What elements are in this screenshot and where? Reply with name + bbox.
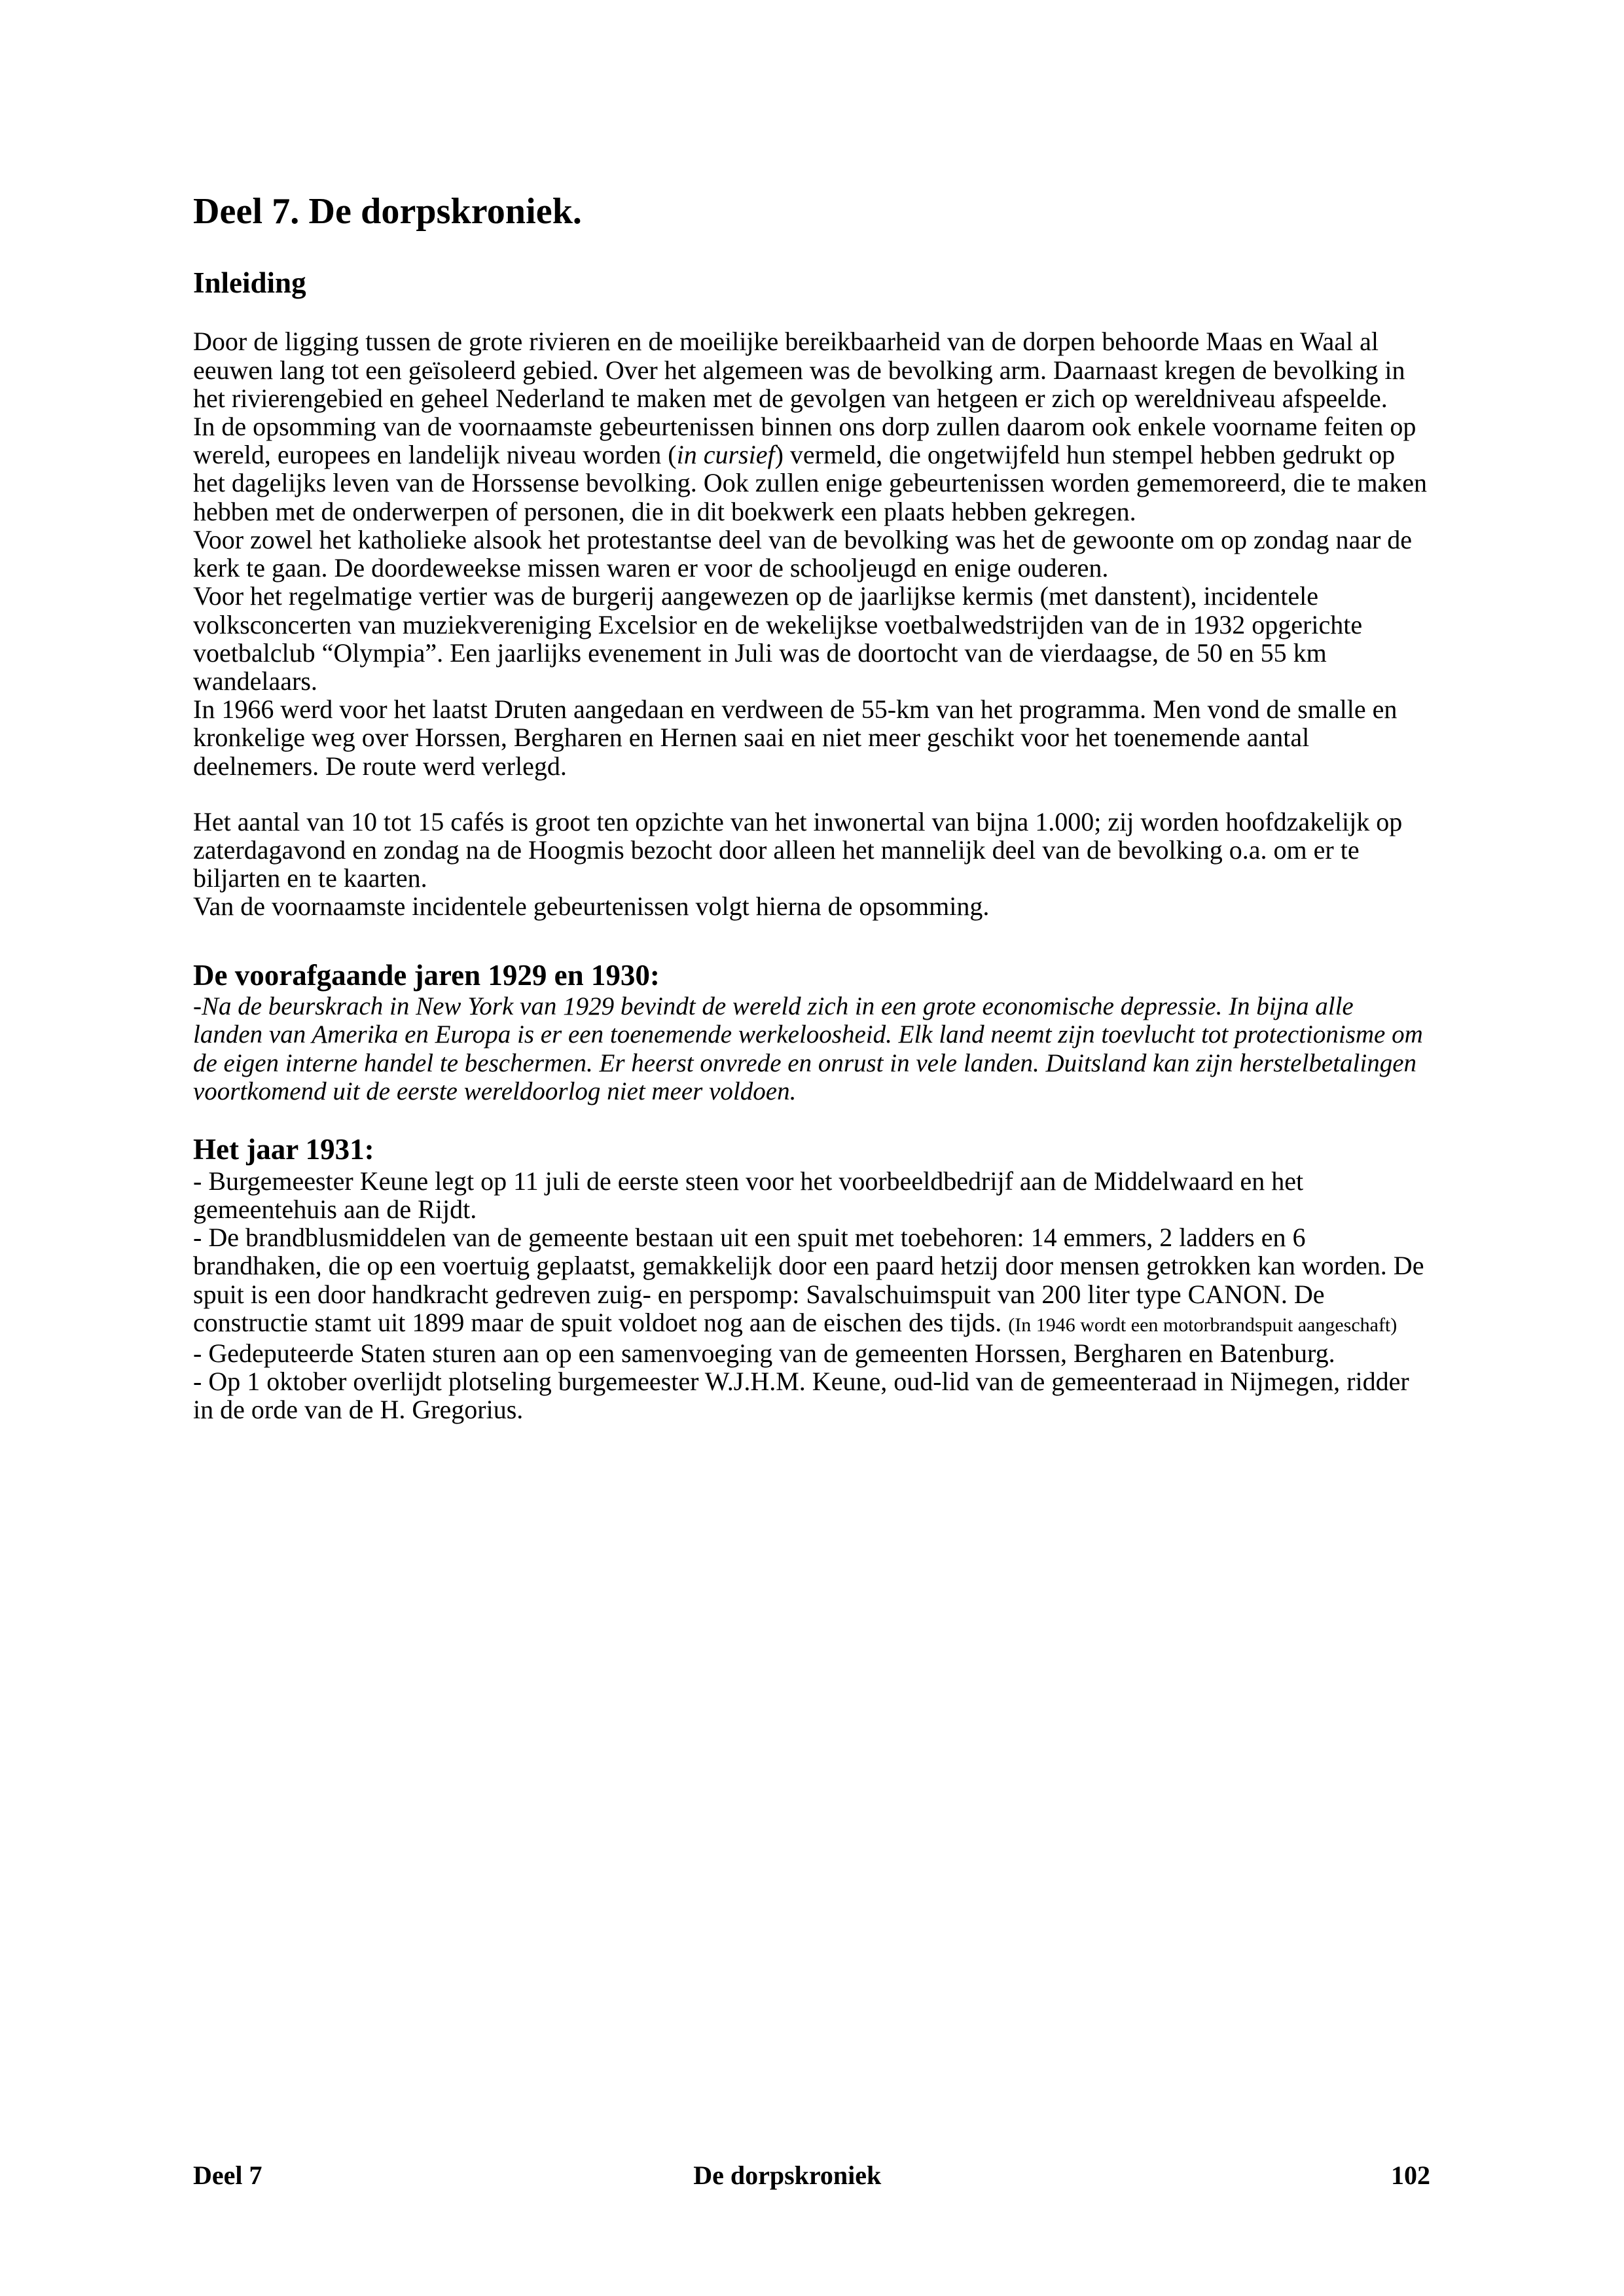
page-content [193,191,1427,1424]
section-heading-jaar-1931: Het jaar 1931: [193,1133,374,1166]
paragraph-intro-4: Voor het regelmatige vertier was de burgerij aangewezen op de jaarlijkse kermis (met danstent), incidentele volksconcerten van muziekvereniging Excelsior en de wekelijkse voetbalwedstrijden van de in 1932 opgerichte voetbalclub “Olympia”. Een jaarlijks evenement in Juli was de doortocht van de vierdaagse, de 50 en 55 km wandelaars. [193,581,1363,696]
spacer [193,921,1427,959]
list-item-1931-1: - Burgemeester Keune legt op 11 juli de eerste steen voor het voorbeeldbedrijf aan de Middelwaard en het gemeentehuis aan de Rijdt. [193,1166,1304,1225]
paragraph-intro-2 [193,412,1427,526]
page-footer [193,2160,1430,2191]
footer-page-number: 102 [1391,2161,1430,2190]
footer-title: De dorpskroniek [693,2161,882,2190]
spacer [193,780,1427,808]
paragraph-intro-2-part-a: In de opsomming van de voornaamste gebeurtenissen binnen ons dorp zullen daarom ook enkele voorname feiten op wereld, europees en landelijk niveau worden ( [193,412,1416,470]
list-item-1931-2 [193,1223,1427,1339]
list-item-1931-4: - Op 1 oktober overlijdt plotseling burgemeester W.J.H.M. Keune, oud-lid van de gemeenteraad in Nijmegen, ridder in de orde van de H. Gregorius. [193,1367,1409,1425]
paragraph-voorafgaande-jaren: -Na de beurskrach in New York van 1929 bevindt de wereld zich in een grote economische depressie. In bijna alle landen van Amerika en Europa is er een toenemende werkeloosheid. Elk land neemt zijn toevlucht tot protectionisme om de eigen interne handel te beschermen. Er heerst onvrede en onrust in vele landen. Duitsland kan zijn herstelbetalingen voortkomend uit de eerste wereldoorlog niet meer voldoen. [193,992,1423,1105]
list-item-1931-2-text: - De brandblusmiddelen van de gemeente bestaan uit een spuit met toebehoren: 14 emmers, 2 ladders en 6 brandhaken, die op een voertuig geplaatst, gemakkelijk door een paard hetzij door mensen getrokken kan worden. De spuit is een door handkracht gedreven zuig- en perspomp: Savalschuimspuit van 200 liter type CANON. De constructie stamt uit 1899 maar de spuit voldoet nog aan de eischen des tijds. [193,1223,1424,1337]
paragraph-intro-7: Van de voornaamste incidentele gebeurtenissen volgt hierna de opsomming. [193,891,990,922]
paragraph-intro-2-part-b: ) vermeld, die ongetwijfeld hun stempel hebben gedrukt op het dagelijks leven van de Horssense bevolking. Ook zullen enige gebeurtenissen worden gememoreerd, die te maken hebben met de onderwerpen of personen, die in dit boekwerk een plaats hebben gekregen. [193,440,1427,526]
section-heading-inleiding: Inleiding [193,266,306,299]
paragraph-intro-3: Voor zowel het katholieke alsook het protestantse deel van de bevolking was het de gewoonte om op zondag naar de kerk te gaan. De doordeweekse missen waren er voor de schooljeugd en enige ouderen. [193,524,1413,583]
list-item-1931-3: - Gedeputeerde Staten sturen aan op een samenvoeging van de gemeenten Horssen, Bergharen en Batenburg. [193,1338,1335,1369]
paragraph-intro-2-italic: in cursief [676,440,775,470]
paragraph-intro-1: Door de ligging tussen de grote rivieren en de moeilijke bereikbaarheid van de dorpen behoorde Maas en Waal al eeuwen lang tot een geïsoleerd gebied. Over het algemeen was de bevolking arm. Daarnaast kregen de bevolking in het rivierengebied en geheel Nederland te maken met de gevolgen van hetgeen er zich op wereldniveau afspeelde. [193,327,1405,413]
page-title: Deel 7. De dorpskroniek. [193,191,583,232]
list-item-1931-2-note: (In 1946 wordt een motorbrandspuit aangeschaft) [1008,1314,1398,1336]
footer-part-label: Deel 7 [193,2161,262,2190]
spacer [193,1105,1427,1133]
spacer [193,300,1427,327]
paragraph-intro-6: Het aantal van 10 tot 15 cafés is groot ten opzichte van het inwonertal van bijna 1.000; zij worden hoofdzakelijk op zaterdagavond en zondag na de Hoogmis bezocht door alleen het mannelijk deel van de bevolking o.a. om er te biljarten en te kaarten. [193,806,1403,893]
paragraph-intro-5: In 1966 werd voor het laatst Druten aangedaan en verdween de 55-km van het programma. Men vond de smalle en kronkelige weg over Horssen, Bergharen en Hernen saai en niet meer geschikt voor het toenemende aantal deelnemers. De route werd verlegd. [193,694,1398,781]
section-heading-voorafgaande-jaren: De voorafgaande jaren 1929 en 1930: [193,958,660,992]
